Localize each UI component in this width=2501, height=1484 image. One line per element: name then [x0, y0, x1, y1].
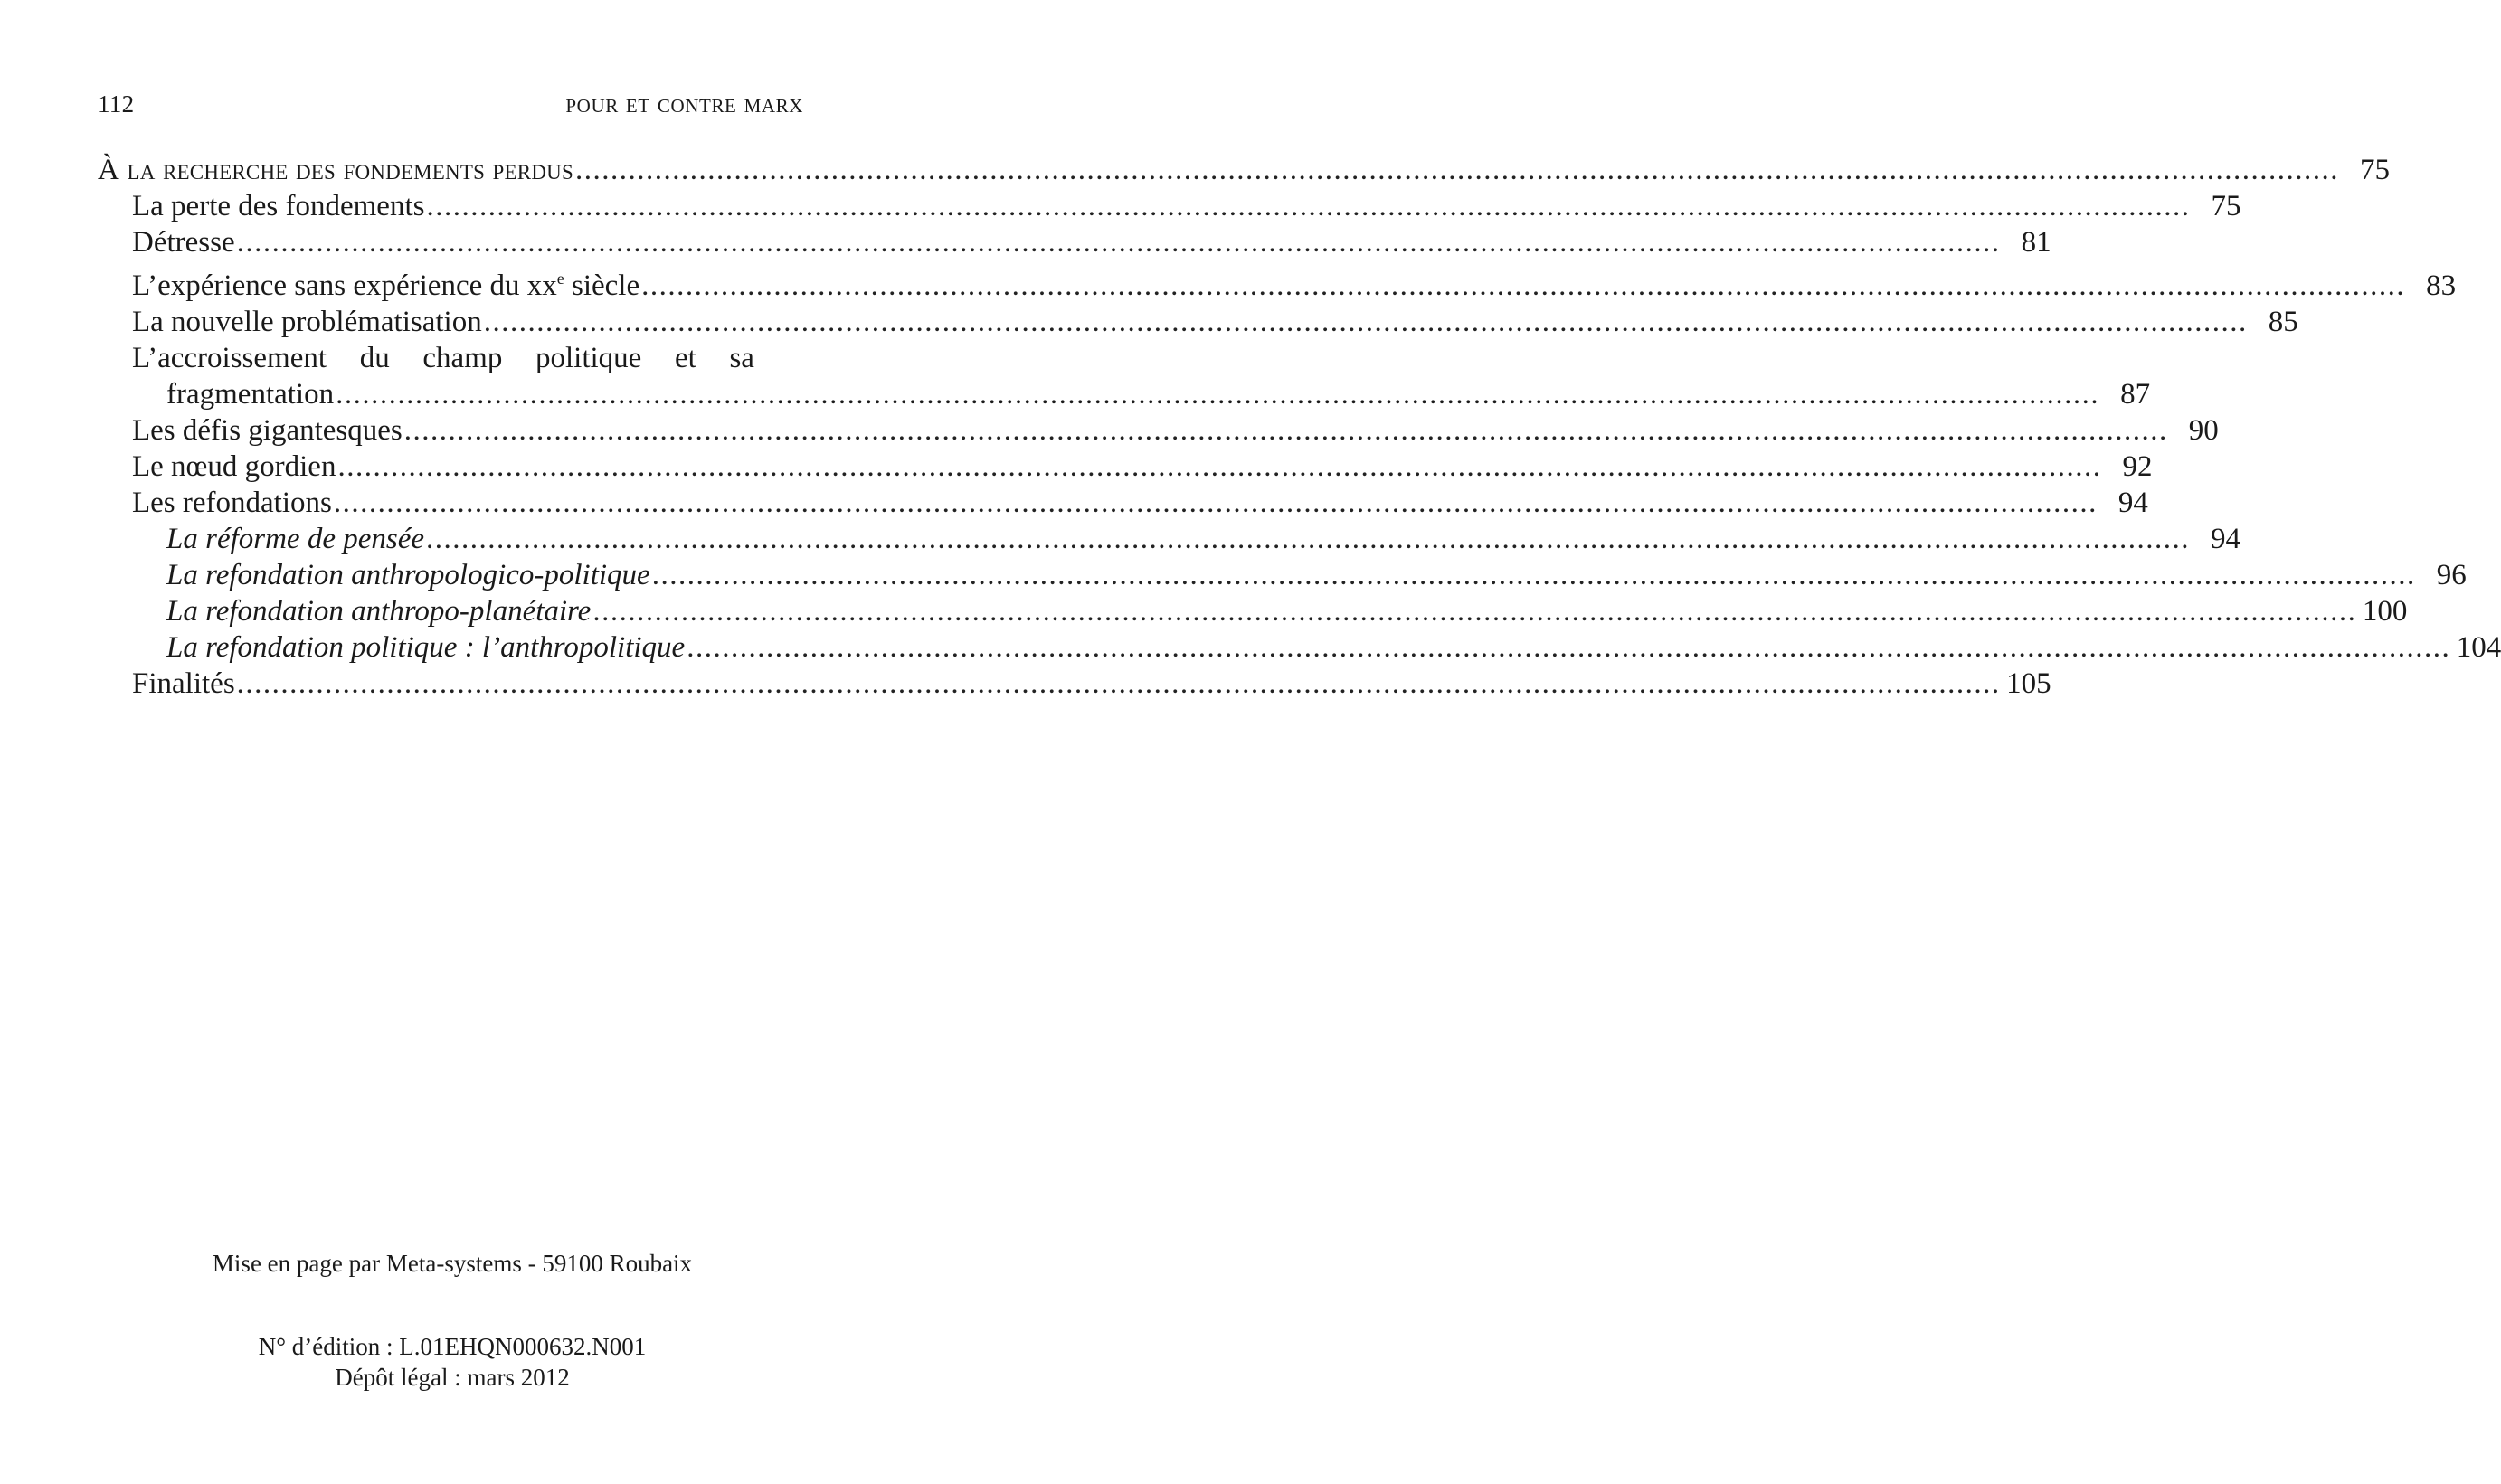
toc-subentry	[98, 629, 2501, 666]
toc-word: du	[359, 342, 390, 374]
toc-label: La réforme de pensée	[166, 523, 425, 555]
toc-label: Le nœud gordien	[132, 450, 336, 483]
toc-subentry	[98, 593, 2408, 629]
page-number: 112	[98, 90, 135, 118]
toc-page-number: 94	[2211, 523, 2241, 555]
toc-label: La perte des fondements	[132, 190, 425, 222]
toc-label: fragmentation	[166, 378, 335, 411]
publication-info	[0, 1331, 905, 1393]
dot-leader: ........................................................................................................................................................................................................	[651, 559, 2416, 591]
dot-leader: ........................................................................................................................................................................................................	[426, 190, 2191, 222]
toc-label: À la recherche des fondements perdus	[98, 154, 573, 186]
toc-page-number: 90	[2188, 414, 2219, 447]
toc-label: Détresse	[132, 226, 235, 259]
toc-entry	[98, 304, 2298, 340]
toc-label: La nouvelle problématisation	[132, 306, 482, 338]
toc-word: L’accroissement	[132, 342, 327, 374]
toc-page-number: 92	[2122, 450, 2153, 483]
toc-entry	[98, 224, 2051, 260]
toc-word: champ	[422, 342, 503, 374]
toc-page-number: 85	[2268, 306, 2298, 338]
toc-word: sa	[729, 342, 754, 374]
toc-page-number: 75	[2359, 154, 2390, 186]
toc-entry-wrapped	[98, 340, 2151, 412]
toc-page-number: 94	[2117, 487, 2148, 519]
toc-label: La refondation politique : l’anthropolitique	[166, 631, 686, 664]
toc-entry	[98, 188, 2241, 224]
toc-entry	[98, 412, 2219, 449]
toc-label-tail: siècle	[564, 269, 640, 302]
dot-leader: ........................................................................................................................................................................................................	[641, 269, 2406, 302]
toc-page-number: 96	[2436, 559, 2467, 591]
book-title: pour et contre marx	[565, 89, 803, 118]
toc-page-number: 83	[2426, 269, 2457, 302]
toc-page-number: 87	[2120, 378, 2151, 411]
dot-leader: ........................................................................................................................................................................................................	[336, 378, 2100, 411]
dot-leader: ........................................................................................................................................................................................................	[687, 631, 2451, 664]
toc-label-second-line	[132, 376, 2151, 412]
toc-entry	[98, 485, 2148, 521]
dot-leader: ........................................................................................................................................................................................................	[426, 523, 2191, 555]
dot-leader: ........................................................................................................................................................................................................	[403, 414, 2168, 447]
dot-leader: ........................................................................................................................................................................................................	[337, 450, 2102, 483]
toc-word: politique	[535, 342, 642, 374]
dot-leader: ........................................................................................................................................................................................................	[483, 306, 2248, 338]
toc-page-number: 105	[2006, 667, 2051, 700]
toc-page-number: 75	[2211, 190, 2241, 222]
dot-leader: ........................................................................................................................................................................................................	[333, 487, 2098, 519]
toc-label	[132, 260, 639, 304]
toc-label: La refondation anthropo-planétaire	[166, 595, 592, 628]
toc-page-number: 104	[2456, 631, 2501, 664]
toc-label: Les refondations	[132, 487, 332, 519]
dot-leader: ........................................................................................................................................................................................................	[574, 154, 2339, 186]
toc-label: Finalités	[132, 667, 235, 700]
edition-number: N° d’édition : L.01EHQN000632.N001	[258, 1333, 647, 1360]
toc-entry	[98, 666, 2051, 702]
toc-entry	[98, 449, 2153, 485]
toc-subentry	[98, 521, 2241, 557]
toc-word: et	[674, 342, 696, 374]
table-of-contents	[98, 152, 2501, 702]
layout-credit: Mise en page par Meta-systems - 59100 Roubaix	[212, 1250, 693, 1277]
century-superscript: e	[556, 269, 564, 288]
dot-leader: ........................................................................................................................................................................................................	[592, 595, 2357, 628]
dot-leader: ........................................................................................................................................................................................................	[236, 226, 2001, 259]
toc-page-number: 81	[2021, 226, 2051, 259]
running-head	[98, 89, 803, 119]
toc-section-heading	[98, 152, 2390, 188]
legal-deposit: Dépôt légal : mars 2012	[335, 1364, 570, 1391]
toc-label-first-line	[132, 340, 754, 376]
toc-label: La refondation anthropologico-politique	[166, 559, 650, 591]
toc-label: Les défis gigantesques	[132, 414, 403, 447]
toc-page-number: 100	[2362, 595, 2408, 628]
toc-label-main: L’expérience sans expérience du xx	[132, 269, 557, 302]
toc-entry	[98, 260, 2457, 304]
dot-leader: ........................................................................................................................................................................................................	[236, 667, 2001, 700]
toc-subentry	[98, 557, 2467, 593]
